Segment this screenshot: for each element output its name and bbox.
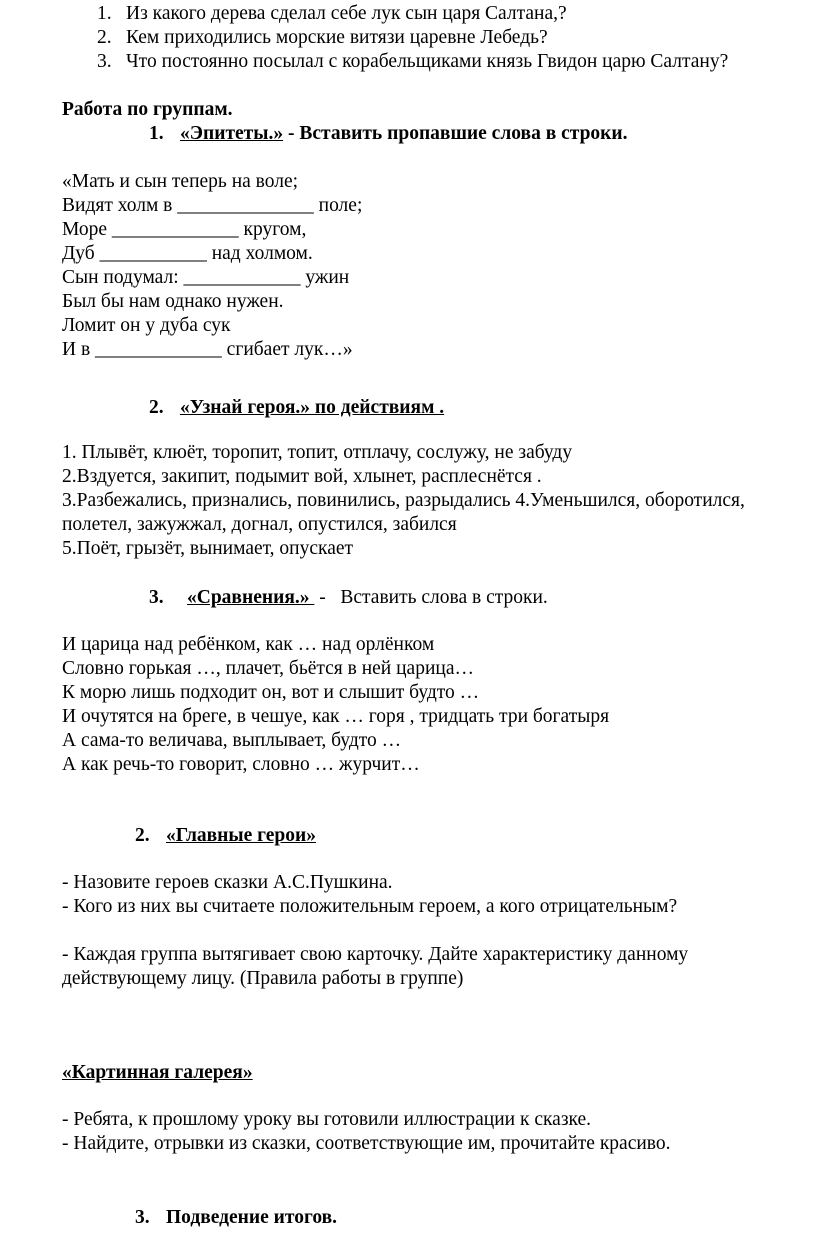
question-item [97, 2, 567, 26]
heroes-line: - Кого из них вы считаете положительным героем, а кого отрицательным? [62, 896, 678, 917]
task4-heading [135, 824, 316, 848]
task3-number: 3. [149, 587, 164, 608]
summary-title: Подведение итогов. [166, 1207, 338, 1228]
task2-heading [149, 396, 444, 420]
task3-instruction: - Вставить слова в строки. [314, 587, 548, 608]
heroes-line: - Каждая группа вытягивает свою карточку. Дайте характеристику данному [62, 944, 689, 965]
gallery-heading: «Картинная галерея» [62, 1062, 253, 1083]
question-item [97, 50, 728, 74]
task2-number: 2. [149, 397, 164, 418]
comparison-line: А сама-то величава, выплывает, будто … [62, 730, 402, 751]
poem-line: И в _____________ сгибает лук…» [62, 339, 353, 360]
actions-line: 1. Плывёт, клюёт, торопит, топит, отплачу, сослужу, не забуду [62, 442, 573, 463]
question-text: Что постоянно посылал с корабельщиками князь Гвидон царю Салтану? [126, 51, 729, 72]
question-number: 1. [97, 3, 112, 24]
question-text: Кем приходились морские витязи царевне Лебедь? [126, 27, 548, 48]
heroes-line: - Назовите героев сказки А.С.Пушкина. [62, 872, 393, 893]
comparison-line: Словно горькая …, плачет, бьётся в ней царица… [62, 658, 474, 679]
actions-line: полетел, зажужжал, догнал, опустился, забился [62, 514, 457, 535]
task3-title: «Сравнения.» [187, 587, 315, 608]
poem-line: Видят холм в ______________ поле; [62, 195, 363, 216]
heroes-line: действующему лицу. (Правила работы в группе) [62, 968, 464, 989]
comparison-line: А как речь-то говорит, словно … журчит… [62, 754, 420, 775]
task1-number: 1. [149, 123, 164, 144]
poem-line: Дуб ___________ над холмом. [62, 243, 313, 264]
actions-line: 5.Поёт, грызёт, вынимает, опускает [62, 538, 354, 559]
question-number: 3. [97, 51, 112, 72]
task1-instruction: - Вставить пропавшие слова в строки. [283, 123, 628, 144]
comparison-line: К морю лишь подходит он, вот и слышит будто … [62, 682, 480, 703]
task2-title: «Узнай героя.» по действиям . [180, 397, 445, 418]
task1-title: «Эпитеты.» [180, 123, 284, 144]
poem-line: Ломит он у дуба сук [62, 315, 231, 336]
actions-line: 2.Вздуется, закипит, подымит вой, хлынет, расплеснётся . [62, 466, 542, 487]
task3-heading [149, 586, 548, 610]
task4-number: 2. [135, 825, 150, 846]
group-work-heading: Работа по группам. [62, 99, 233, 120]
question-item [97, 26, 548, 50]
summary-number: 3. [135, 1207, 150, 1228]
gallery-line: - Ребята, к прошлому уроку вы готовили иллюстрации к сказке. [62, 1109, 592, 1130]
poem-line: Сын подумал: ____________ ужин [62, 267, 350, 288]
comparison-line: И очутятся на бреге, в чешуе, как … горя , тридцать три богатыря [62, 706, 610, 727]
poem-line: Был бы нам однако нужен. [62, 291, 284, 312]
task4-title: «Главные герои» [166, 825, 317, 846]
task1-heading [149, 122, 628, 146]
question-number: 2. [97, 27, 112, 48]
actions-line: 3.Разбежались, признались, повинились, разрыдались 4.Уменьшился, оборотился, [62, 490, 745, 511]
comparison-line: И царица над ребёнком, как … над орлёнком [62, 634, 435, 655]
poem-line: Море _____________ кругом, [62, 219, 307, 240]
question-text: Из какого дерева сделал себе лук сын царя Салтана,? [126, 3, 567, 24]
poem-line: «Мать и сын теперь на воле; [62, 171, 299, 192]
gallery-line: - Найдите, отрывки из сказки, соответствующие им, прочитайте красиво. [62, 1133, 671, 1154]
summary-heading [135, 1206, 337, 1230]
